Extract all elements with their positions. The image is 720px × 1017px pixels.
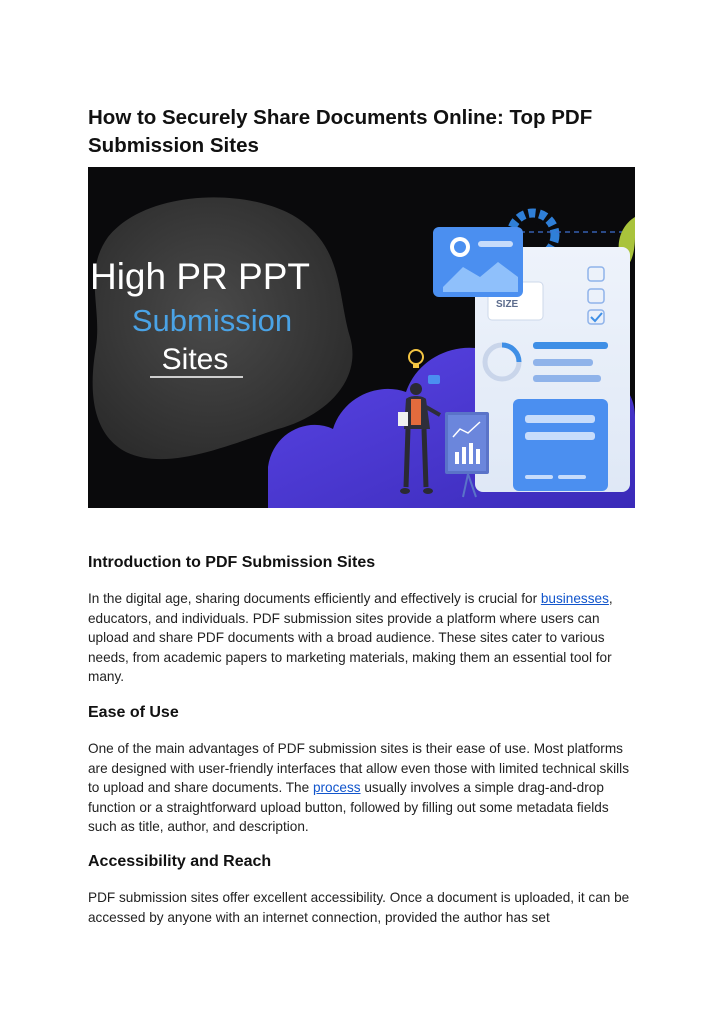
paragraph-text: usually involves a simple drag-and-drop function or a straightforward upload button, followed by filling out some metadata fields such as title, author, and description.	[88, 780, 609, 834]
hero-image	[88, 167, 635, 508]
paragraph-text: In the digital age, sharing documents efficiently and effectively is crucial for	[88, 591, 541, 606]
paragraph-intro	[88, 589, 638, 687]
paragraph-text: , educators, and individuals. PDF submission sites provide a platform where users can upload and share PDF documents with a broad audience. These sites cater to various needs, from academic papers to marketing materials, making them an essential tool for many.	[88, 591, 613, 684]
page-title: How to Securely Share Documents Online: Top PDF Submission Sites	[88, 106, 593, 157]
paragraph-ease	[88, 739, 638, 837]
section-heading-intro: Introduction to PDF Submission Sites	[88, 554, 376, 571]
hero-text-line1: High PR PPT	[89, 256, 311, 297]
paragraph-text: One of the main advantages of PDF submission sites is their ease of use. Most platforms are designed with user-friendly interfaces that allow even those with limited technical skills to upload and share documents. The	[88, 741, 629, 795]
paragraph-access: PDF submission sites offer excellent accessibility. Once a document is uploaded, it can be accessed by anyone with an internet connection, provided the author has set	[88, 890, 630, 925]
hero-text-line3: Sites	[161, 343, 229, 376]
section-heading-ease: Ease of Use	[88, 704, 179, 721]
hero-logo-text: SIZE	[496, 299, 519, 310]
link-businesses[interactable]: businesses	[540, 591, 609, 606]
section-heading-access: Accessibility and Reach	[88, 853, 272, 870]
hero-illustration	[88, 167, 635, 508]
link-process[interactable]: process	[312, 780, 361, 795]
hero-text-line2: Submission	[131, 303, 293, 338]
